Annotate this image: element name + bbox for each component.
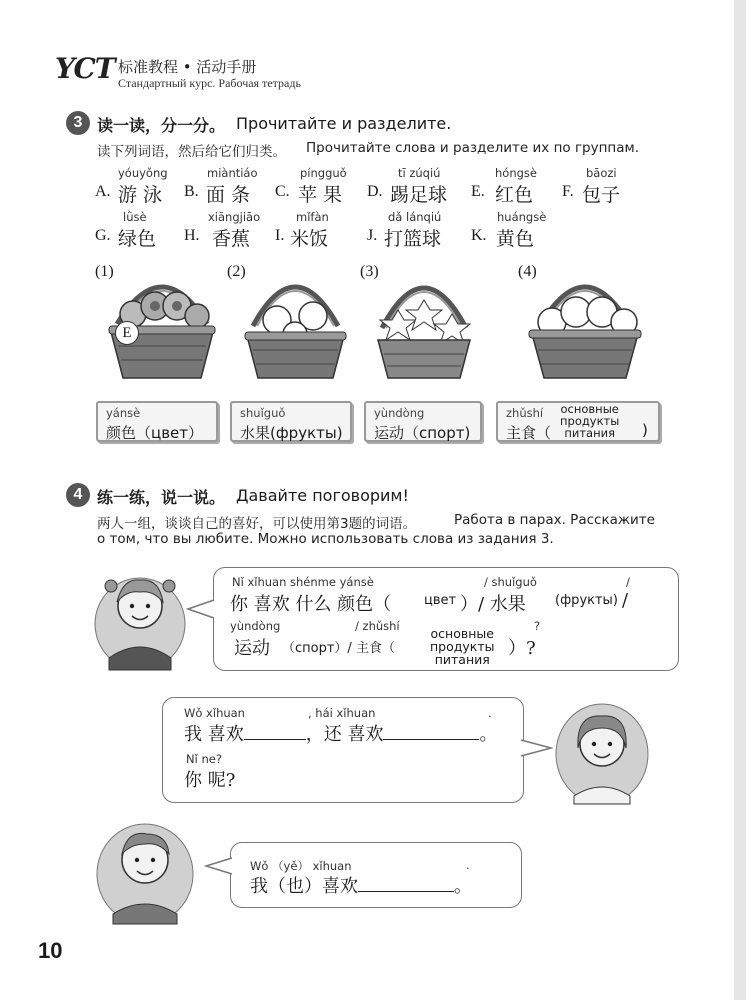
category-box-staple-food	[496, 401, 660, 442]
bubble1-stack-text: основные продукты питания	[430, 626, 495, 667]
word-hanzi: 面 条	[206, 184, 251, 206]
header-title-ru: Стандартный курс. Рабочая тетрадь	[118, 76, 301, 90]
basket-3-label: (3)	[360, 263, 379, 280]
word-pinyin: píngguǒ	[300, 166, 347, 180]
bubble3-line-1: 我（也）喜欢 。	[250, 872, 472, 898]
basket-2-label: (2)	[227, 263, 246, 280]
bubble1-pinyin-1c: /	[626, 575, 630, 589]
bubble1-line-1-ru2: (фрукты)	[555, 593, 618, 608]
category-pinyin: zhǔshí	[506, 406, 544, 420]
bubble-tail	[519, 738, 553, 758]
page-number: 10	[38, 938, 63, 963]
flower-basket-4	[524, 262, 646, 388]
basket-4-label: (4)	[518, 263, 537, 280]
yct-logo: YCT	[55, 52, 115, 85]
answer-blank-1[interactable]	[244, 721, 306, 740]
word-label: A.	[95, 183, 111, 200]
exercise-3-title-cn: 读一读，分一分。	[97, 116, 226, 135]
bubble1-line-1c: /	[622, 590, 629, 611]
word-hanzi: 香蕉	[212, 228, 251, 250]
word-hanzi: 米饭	[290, 228, 329, 250]
word-pinyin: lǜsè	[123, 210, 147, 224]
word-label: I.	[275, 227, 285, 244]
bubble3-pinyin-1: Wǒ （yě） xǐhuan	[250, 859, 352, 873]
word-label: E.	[471, 183, 485, 200]
word-hanzi: 包子	[582, 184, 621, 206]
word-pinyin: xiāngjiāo	[208, 210, 261, 224]
category-pinyin: yánsè	[106, 406, 141, 420]
exercise-4-instruction-ru-2: о том, что вы любите. Можно использовать слова из задания 3.	[97, 531, 554, 547]
word-hanzi: 游 泳	[118, 184, 163, 206]
word-pinyin: yóuyǒng	[118, 166, 168, 180]
exercise-4-instruction-ru-1: Работа в парах. Расскажите	[454, 512, 655, 528]
girl-avatar-2	[554, 698, 650, 806]
bubble1-pinyin-1b: / shuǐguǒ	[484, 575, 537, 589]
bubble1-pinyin-2: yùndòng	[230, 619, 281, 633]
category-stack-text: основные продукты питания	[560, 402, 620, 440]
word-hanzi: 打篮球	[384, 228, 442, 250]
bubble1-pinyin-2c: ?	[534, 619, 541, 633]
category-box-fruit	[230, 401, 352, 442]
bubble1-line-1-ru: цвет	[424, 593, 457, 608]
bubble2-pinyin-2: Nǐ ne?	[186, 752, 222, 766]
bubble1-line-2: 运动	[234, 638, 270, 659]
word-label: C.	[275, 183, 290, 200]
word-pinyin: dǎ lánqiú	[388, 210, 442, 224]
bubble-tail	[186, 598, 216, 620]
category-text: 主食（	[506, 424, 552, 442]
exercise-4-number: 4	[66, 483, 90, 507]
bubble1-line-2-ru: （спорт）/ 主食（	[282, 641, 395, 656]
page-edge	[734, 0, 746, 1000]
exercise-4-title-cn: 练一练，说一说。	[97, 488, 226, 507]
exercise-3-instruction-ru: Прочитайте слова и разделите их по группам.	[306, 140, 640, 156]
bubble3-pinyin-1c: .	[466, 858, 470, 872]
bubble1-line-1b: ）/ 水果	[460, 594, 526, 615]
boy-avatar	[95, 814, 195, 926]
category-box-color	[96, 401, 218, 442]
word-label: F.	[562, 183, 574, 200]
bubble1-line-2c: ）?	[508, 638, 536, 659]
word-label: G.	[95, 227, 111, 244]
category-text: 颜色（цвет）	[106, 424, 204, 442]
word-hanzi: 绿色	[118, 228, 157, 250]
word-label: D.	[367, 183, 383, 200]
word-label: J.	[367, 227, 378, 244]
exercise-4-instruction-cn: 两人一组，谈谈自己的喜好，可以使用第3题的词语。	[97, 516, 417, 532]
bubble1-pinyin-2b: / zhǔshí	[355, 619, 400, 633]
word-pinyin: tī zúqiú	[398, 166, 441, 180]
bubble2-line-2: 你 呢?	[184, 770, 236, 791]
exercise-3-instruction-cn: 读下列词语，然后给它们归类。	[97, 144, 286, 160]
basket-1-example-answer: E	[115, 321, 139, 345]
flower-basket-3	[368, 262, 480, 388]
word-hanzi: 苹 果	[298, 184, 343, 206]
category-text: 运动（спорт)	[374, 424, 471, 442]
bubble1-line-1: 你 喜欢 什么 颜色（	[230, 594, 392, 615]
word-hanzi: 黄色	[496, 228, 535, 250]
bubble2-line-1: 我 喜欢 ，还 喜欢 。	[184, 720, 497, 746]
exercise-3-title-ru: Прочитайте и разделите.	[236, 114, 452, 133]
word-label: H.	[184, 227, 200, 244]
basket-1-label: (1)	[95, 263, 114, 280]
bubble2-pinyin-1: Wǒ xǐhuan	[184, 706, 245, 720]
word-pinyin: mǐfàn	[296, 210, 329, 224]
word-hanzi: 红色	[495, 184, 534, 206]
exercise-3-number: 3	[66, 111, 90, 135]
answer-blank-2[interactable]	[383, 721, 479, 740]
category-text: 水果(фрукты)	[240, 424, 343, 442]
word-label: K.	[471, 227, 487, 244]
bubble2-pinyin-1b: , hái xǐhuan	[308, 706, 376, 720]
category-pinyin: yùndòng	[374, 406, 425, 420]
word-hanzi: 踢足球	[390, 184, 448, 206]
category-pinyin: shuǐguǒ	[240, 406, 286, 420]
bubble-tail	[204, 856, 234, 876]
word-pinyin: huángsè	[497, 210, 547, 224]
exercise-4-title-ru: Давайте поговорим!	[236, 486, 409, 505]
word-label: B.	[184, 183, 199, 200]
flower-basket-2	[243, 262, 348, 388]
header-title-cn: 标准教程 • 活动手册	[118, 58, 257, 76]
word-pinyin: hóngsè	[495, 166, 537, 180]
bubble1-pinyin-1: Nǐ xǐhuan shénme yánsè	[232, 575, 374, 589]
word-pinyin: bāozi	[586, 166, 617, 180]
category-box-sport	[364, 401, 482, 442]
girl-avatar	[93, 562, 187, 672]
bubble2-pinyin-1c: .	[488, 706, 492, 720]
category-suffix: )	[642, 421, 648, 439]
answer-blank-3[interactable]	[358, 873, 454, 892]
word-pinyin: miàntiáo	[207, 166, 258, 180]
